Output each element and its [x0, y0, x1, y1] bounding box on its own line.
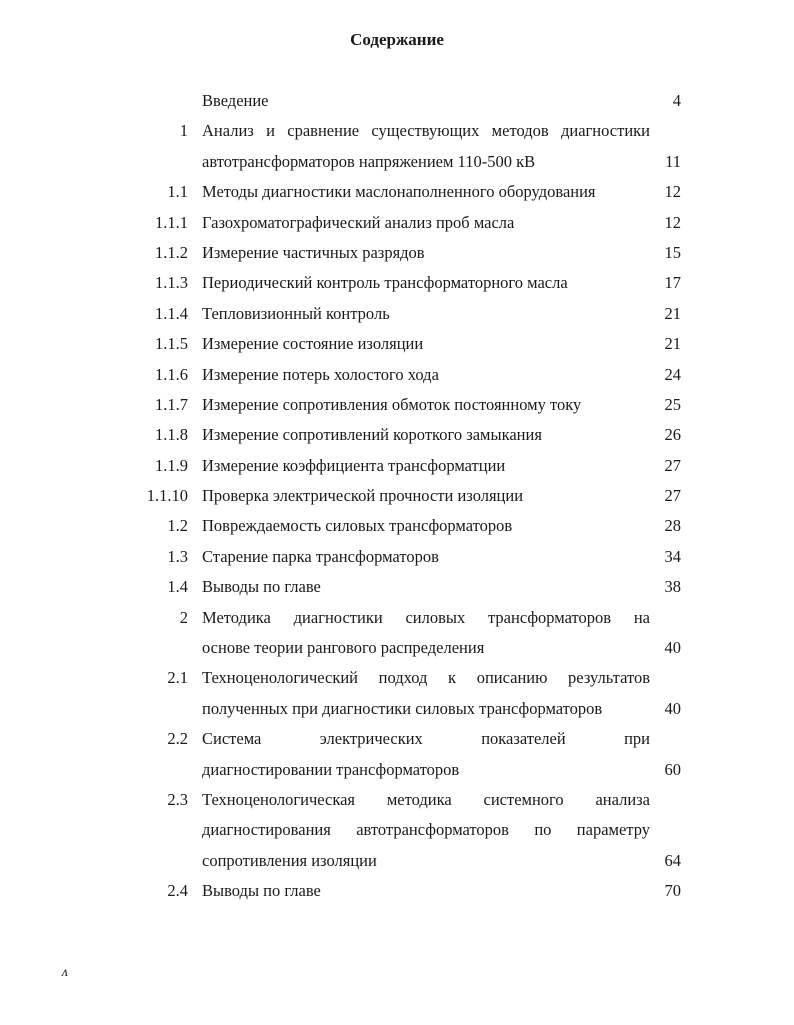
toc-entry-page: 38 — [664, 577, 681, 597]
toc-entry-line — [0, 664, 794, 694]
toc-entry-page: 27 — [664, 455, 681, 475]
toc-entry-page: 15 — [664, 242, 681, 262]
toc-entry-line — [0, 269, 794, 299]
toc-entry-number: 2.4 — [167, 881, 188, 901]
toc-entry-line — [0, 330, 794, 360]
toc-entry-line — [0, 816, 794, 846]
toc-entry-page: 70 — [664, 881, 681, 901]
toc-entry-number: 1.1.4 — [155, 303, 188, 323]
toc-entry-line — [0, 543, 794, 573]
toc-entry-text: Измерение сопротивлений короткого замыкания — [202, 425, 542, 445]
toc-entry-text: диагностирования автотрансформаторов по параметру — [202, 820, 650, 840]
toc-entry-page: 12 — [664, 182, 681, 202]
toc-entry-text: Техноценологическая методика системного анализа — [202, 789, 650, 809]
toc-entry-text: Введение — [202, 91, 269, 110]
toc-entry-line — [0, 756, 794, 786]
toc-entry-line — [0, 786, 794, 816]
toc-entry-text: Анализ и сравнение существующих методов диагностики — [202, 121, 650, 141]
toc-entry-number: 1.1.8 — [155, 425, 188, 445]
toc-entry-line — [0, 361, 794, 391]
toc-entry-page: 4 — [672, 91, 681, 110]
toc-entry-number: 1.1.10 — [146, 486, 188, 506]
toc-entry-number: 1.1 — [167, 182, 188, 202]
toc-entry-page: 12 — [664, 212, 681, 232]
toc-entry-text: Техноценологический подход к описанию результатов — [202, 668, 650, 688]
toc-entry-line — [0, 847, 794, 877]
table-of-contents — [0, 87, 794, 908]
toc-entry-line — [0, 239, 794, 269]
toc-entry-line — [0, 421, 794, 451]
toc-entry-number: 1 — [179, 121, 188, 141]
toc-entry-text: Выводы по главе — [202, 881, 321, 901]
toc-entry-number: 1.2 — [167, 516, 188, 536]
toc-entry-text: Методика диагностики силовых трансформаторов на — [202, 607, 650, 627]
toc-entry-text: Измерение состояние изоляции — [202, 334, 424, 354]
toc-entry-text: автотрансформаторов напряжением 110-500 кВ — [202, 151, 536, 171]
toc-entry-page: 27 — [664, 486, 681, 506]
toc-entry-line — [0, 573, 794, 603]
toc-entry-line — [0, 391, 794, 421]
toc-entry-line — [0, 178, 794, 208]
toc-entry-page: 28 — [664, 516, 681, 536]
corner-mark: ᴧ — [62, 965, 68, 980]
toc-entry-number: 1.1.3 — [155, 273, 188, 293]
toc-entry-text: Измерение сопротивления обмоток постоянному току — [202, 394, 582, 414]
toc-entry-text: Измерение потерь холостого хода — [202, 364, 439, 384]
toc-entry-page: 25 — [664, 394, 681, 414]
toc-entry-number: 1.1.7 — [155, 394, 188, 414]
toc-entry-number: 1.3 — [167, 546, 188, 566]
toc-entry-page: 17 — [664, 273, 681, 293]
toc-entry-line — [0, 634, 794, 664]
toc-entry-text: полученных при диагностики силовых трансформаторов — [202, 698, 603, 718]
toc-entry-text: Газохроматографический анализ проб масла — [202, 212, 515, 232]
toc-entry-text: Периодический контроль трансформаторного масла — [202, 273, 568, 293]
toc-entry-text: Проверка электрической прочности изоляции — [202, 486, 524, 506]
toc-entry-text: Тепловизионный контроль — [202, 303, 390, 323]
toc-entry-line — [0, 512, 794, 542]
toc-entry-number: 1.1.1 — [155, 212, 188, 232]
toc-entry-line — [0, 725, 794, 755]
toc-entry-text: Система электрических показателей при — [202, 729, 650, 749]
toc-entry-page: 60 — [664, 759, 681, 779]
toc-entry-page: 21 — [664, 334, 681, 354]
toc-entry-text: Измерение коэффициента трансформатции — [202, 455, 506, 475]
toc-entry-text: диагностировании трансформаторов — [202, 759, 460, 779]
toc-entry-text: Выводы по главе — [202, 577, 321, 597]
toc-entry-number: 2.3 — [167, 789, 188, 809]
toc-entry-number: 2.2 — [167, 729, 188, 749]
toc-entry-line — [0, 148, 794, 178]
toc-entry-line — [0, 695, 794, 725]
toc-entry-line — [0, 452, 794, 482]
toc-entry-line — [0, 87, 794, 117]
toc-entry-page: 34 — [664, 546, 681, 566]
toc-entry-page: 11 — [665, 151, 681, 171]
document-title: Содержание — [350, 30, 444, 49]
toc-entry-text: основе теории рангового распределения — [202, 638, 485, 658]
toc-entry-page: 21 — [664, 303, 681, 323]
toc-entry-text: Повреждаемость силовых трансформаторов — [202, 516, 513, 536]
toc-entry-number: 2.1 — [167, 668, 188, 688]
toc-entry-line — [0, 300, 794, 330]
toc-entry-number: 1.1.9 — [155, 455, 188, 475]
toc-entry-text: сопротивления изоляции — [202, 850, 377, 870]
toc-entry-line — [0, 604, 794, 634]
toc-entry-number: 2 — [179, 607, 188, 627]
toc-entry-line — [0, 877, 794, 907]
toc-entry-number: 1.1.5 — [155, 334, 188, 354]
toc-entry-number: 1.1.2 — [155, 242, 188, 262]
toc-entry-page: 40 — [664, 638, 681, 658]
toc-entry-page: 24 — [664, 364, 681, 384]
toc-entry-line — [0, 482, 794, 512]
toc-entry-number: 1.4 — [167, 577, 188, 597]
toc-entry-line — [0, 117, 794, 147]
toc-entry-text: Старение парка трансформаторов — [202, 546, 439, 566]
toc-entry-page: 40 — [664, 698, 681, 718]
toc-entry-page: 26 — [664, 425, 681, 445]
toc-entry-page: 64 — [664, 850, 681, 870]
toc-entry-line — [0, 209, 794, 239]
toc-entry-text: Измерение частичных разрядов — [202, 242, 425, 262]
toc-entry-number: 1.1.6 — [155, 364, 188, 384]
toc-entry-text: Методы диагностики маслонаполненного оборудования — [202, 182, 596, 202]
